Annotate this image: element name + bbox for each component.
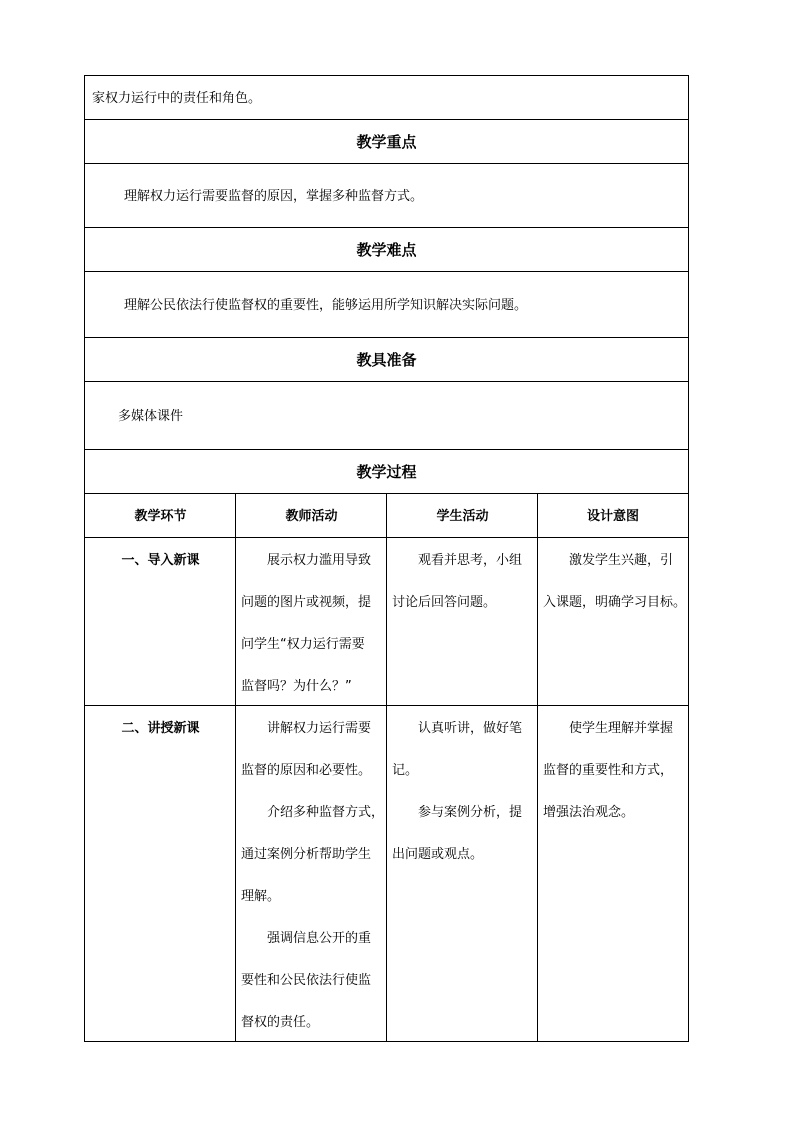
intro-row bbox=[84, 75, 689, 121]
key-points-body bbox=[84, 163, 689, 229]
table-row-1-student bbox=[386, 537, 539, 707]
column-header-label: 教学环节 bbox=[134, 509, 187, 524]
materials-heading: 教具准备 bbox=[356, 351, 417, 369]
teacher-activity: 展示权力滥用导致 问题的图片或视频，提 问学生“权力运行需要 监督吗？为什么？” bbox=[241, 553, 372, 694]
stage-label: 一、导入新课 bbox=[121, 553, 200, 568]
key-points-header bbox=[84, 119, 689, 165]
column-header-label: 设计意图 bbox=[586, 509, 639, 524]
lesson-plan-table bbox=[84, 75, 689, 1042]
table-row-2-intent bbox=[537, 705, 689, 1042]
key-points-text: 理解权力运行需要监督的原因，掌握多种监督方式。 bbox=[124, 189, 424, 204]
column-header-teacher bbox=[235, 493, 388, 539]
table-row-1-teacher bbox=[235, 537, 388, 707]
table-row-2-teacher bbox=[235, 705, 388, 1042]
stage-label: 二、讲授新课 bbox=[121, 721, 200, 736]
table-row-1-intent bbox=[537, 537, 689, 707]
design-intent: 使学生理解并掌握 监督的重要性和方式， 增强法治观念。 bbox=[543, 721, 674, 820]
column-header-stage bbox=[84, 493, 237, 539]
teacher-activity: 讲解权力运行需要 监督的原因和必要性。 介绍多种监督方式， 通过案例分析帮助学生 理解。 强调信息公开的重 要性和公民依法行使监 督权的责任。 bbox=[241, 721, 385, 1030]
difficulties-body bbox=[84, 271, 689, 339]
process-heading: 教学过程 bbox=[356, 463, 417, 481]
column-header-student bbox=[386, 493, 539, 539]
table-row-1-stage bbox=[84, 537, 237, 707]
materials-header bbox=[84, 337, 689, 383]
difficulties-text: 理解公民依法行使监督权的重要性，能够运用所学知识解决实际问题。 bbox=[124, 298, 528, 313]
table-row-2-stage bbox=[84, 705, 237, 1042]
key-points-heading: 教学重点 bbox=[356, 133, 417, 151]
table-row-2-student bbox=[386, 705, 539, 1042]
student-activity: 观看并思考，小组 讨论后回答问题。 bbox=[392, 553, 523, 610]
student-activity: 认真听讲，做好笔 记。 参与案例分析，提 出问题或观点。 bbox=[392, 721, 523, 862]
column-header-label: 学生活动 bbox=[436, 509, 489, 524]
intro-text: 家权力运行中的责任和角色。 bbox=[92, 91, 262, 106]
column-header-intent bbox=[537, 493, 689, 539]
design-intent: 激发学生兴趣，引 入课题，明确学习目标。 bbox=[543, 553, 687, 610]
column-header-label: 教师活动 bbox=[285, 509, 338, 524]
process-header bbox=[84, 449, 689, 495]
difficulties-heading: 教学难点 bbox=[356, 241, 417, 259]
materials-body bbox=[84, 381, 689, 451]
materials-text: 多媒体课件 bbox=[118, 409, 184, 424]
difficulties-header bbox=[84, 227, 689, 273]
